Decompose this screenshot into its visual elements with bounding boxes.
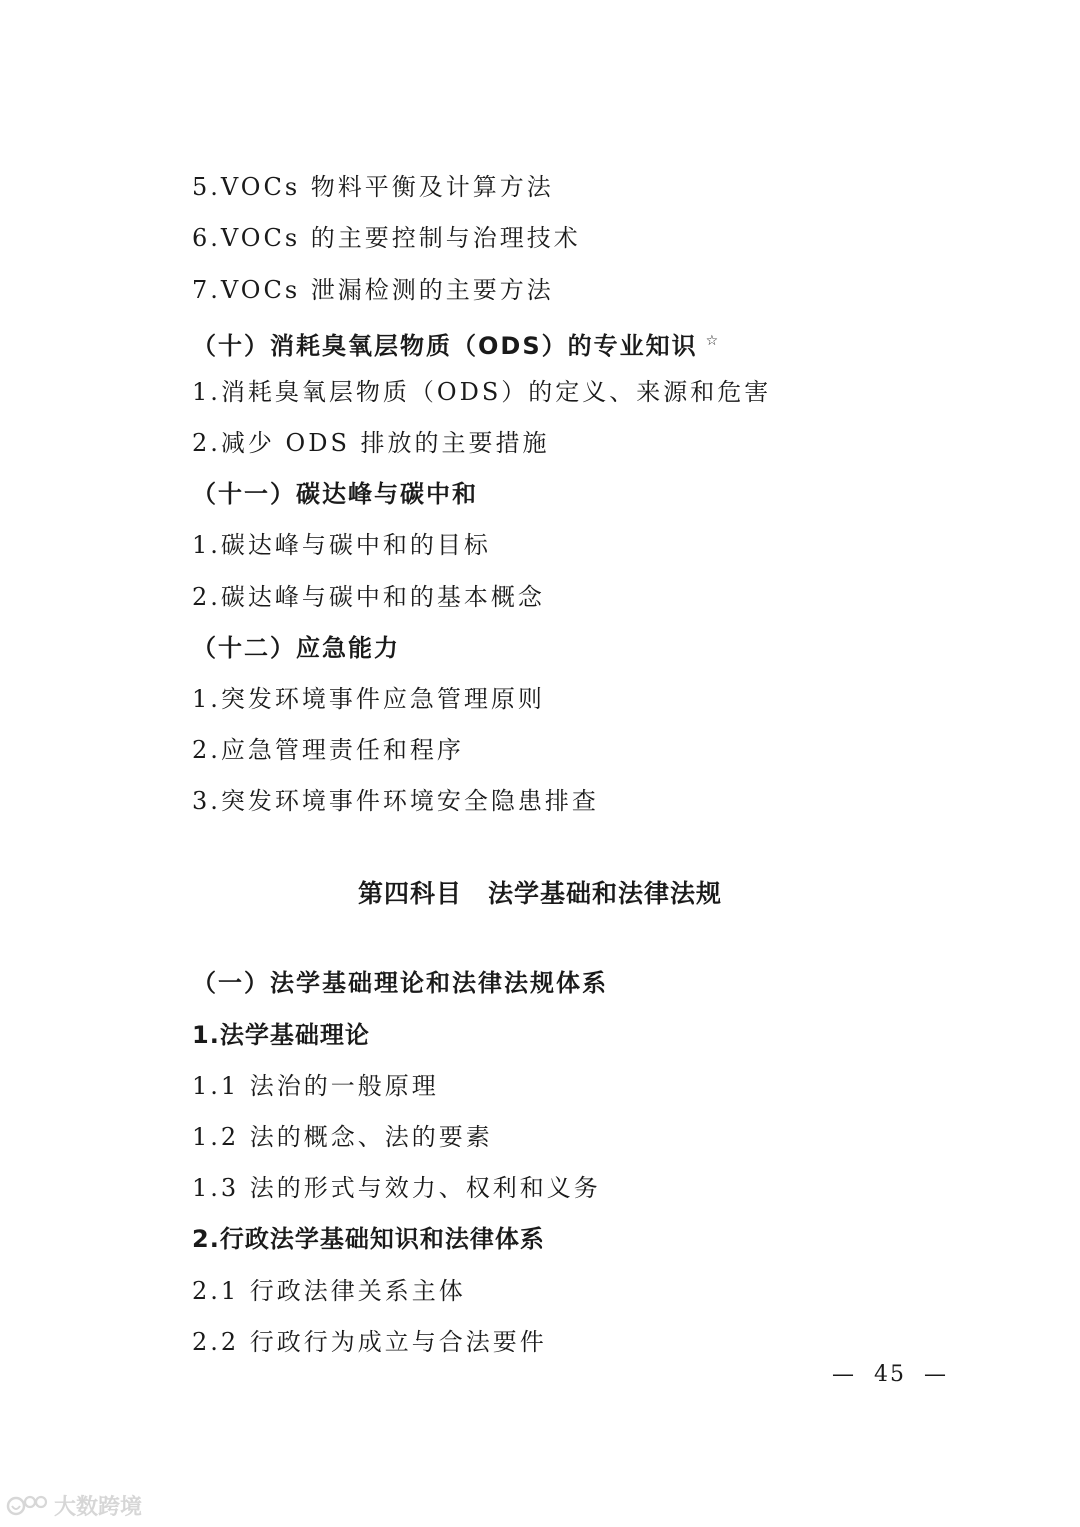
list-item: 1.消耗臭氧层物质（ODS）的定义、来源和危害	[192, 378, 772, 406]
list-item: 2.碳达峰与碳中和的基本概念	[192, 583, 545, 611]
list-item: 1.突发环境事件应急管理原则	[192, 685, 545, 713]
list-item: 2.应急管理责任和程序	[192, 736, 464, 764]
list-item: 3.突发环境事件环境安全隐患排查	[192, 787, 599, 815]
sub-heading: 1.法学基础理论	[192, 1021, 370, 1049]
list-item: 5.VOCs 物料平衡及计算方法	[192, 173, 554, 201]
list-item: 1.2 法的概念、法的要素	[192, 1123, 493, 1151]
list-item: 1.3 法的形式与效力、权利和义务	[192, 1174, 601, 1202]
watermark-text: 大数跨境	[54, 1495, 143, 1520]
list-item: 1.碳达峰与碳中和的目标	[192, 531, 491, 559]
list-item: 6.VOCs 的主要控制与治理技术	[192, 224, 581, 252]
list-item: 1.1 法治的一般原理	[192, 1072, 439, 1100]
list-item: 7.VOCs 泄漏检测的主要方法	[192, 276, 554, 304]
section-heading: （十一）碳达峰与碳中和	[192, 480, 478, 508]
list-item: 2.1 行政法律关系主体	[192, 1277, 466, 1305]
watermark	[6, 1490, 142, 1521]
sub-heading: 2.行政法学基础知识和法律体系	[192, 1225, 545, 1253]
subject-title: 第四科目 法学基础和法律法规	[357, 879, 722, 908]
star-mark: ☆	[705, 333, 721, 349]
section-heading	[192, 325, 720, 362]
section-heading-text: （十）消耗臭氧层物质（ODS）的专业知识	[192, 332, 698, 360]
section-heading: （一）法学基础理论和法律法规体系	[192, 969, 608, 997]
list-item: 2.2 行政行为成立与合法要件	[192, 1328, 547, 1356]
logo-icon	[6, 1492, 50, 1520]
section-heading: （十二）应急能力	[192, 634, 400, 662]
list-item: 2.减少 ODS 排放的主要措施	[192, 429, 550, 457]
page-number: — 45 —	[832, 1362, 948, 1387]
